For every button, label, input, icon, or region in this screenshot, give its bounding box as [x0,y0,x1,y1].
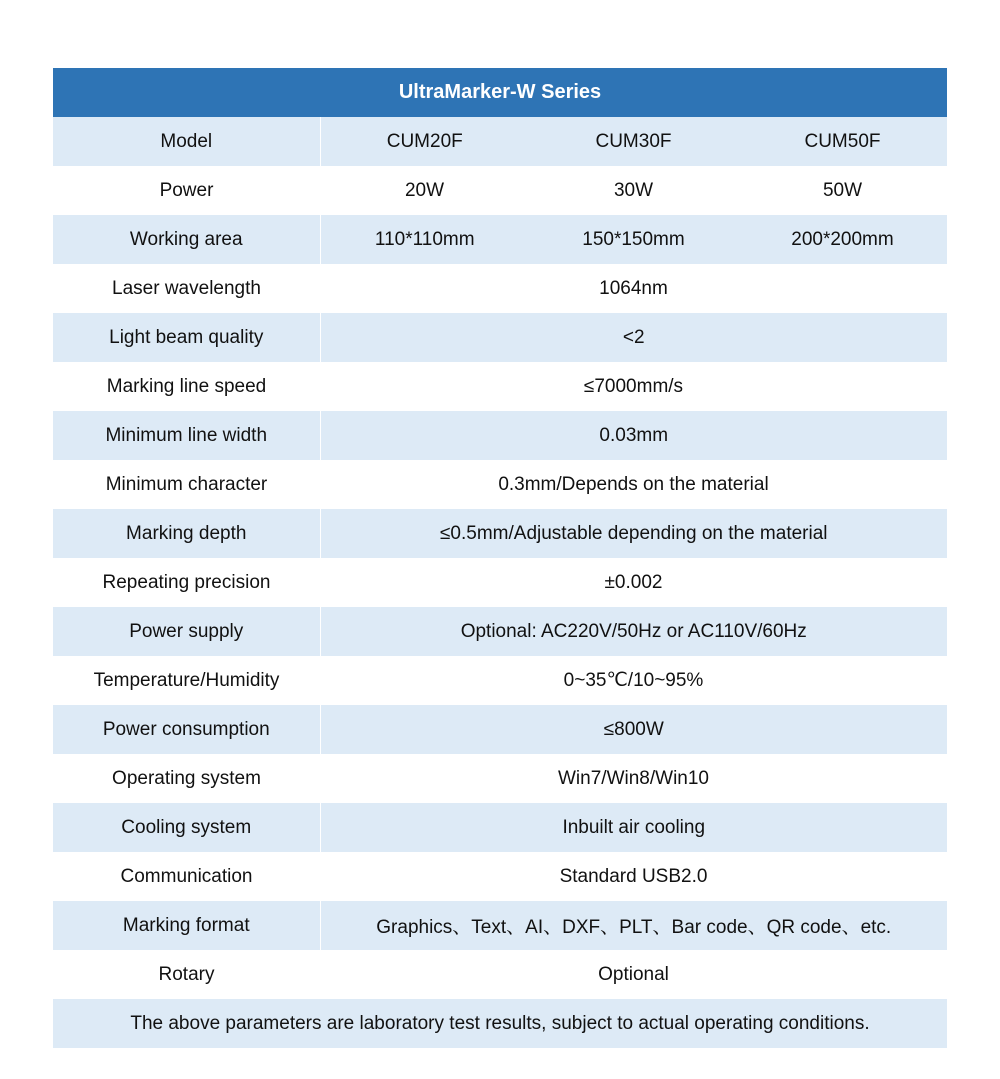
table-row [53,460,947,509]
row-label: Laser wavelength [53,264,320,313]
table-row [53,656,947,705]
table-row [53,509,947,558]
spec-table [53,68,947,1048]
row-value: ≤800W [320,705,947,754]
row-value: Win7/Win8/Win10 [320,754,947,803]
row-value: 0~35℃/10~95% [320,656,947,705]
row-label-working-area: Working area [53,215,320,264]
row-value: <2 [320,313,947,362]
row-label-model: Model [53,117,320,166]
row-label: Temperature/Humidity [53,656,320,705]
model-row [53,117,947,166]
table-row [53,705,947,754]
row-label: Marking depth [53,509,320,558]
table-row [53,411,947,460]
row-label: Marking format [53,901,320,950]
row-label: Minimum character [53,460,320,509]
table-row [53,950,947,999]
row-label: Cooling system [53,803,320,852]
row-value: Graphics、Text、AI、DXF、PLT、Bar code、QR code、etc. [320,901,947,950]
row-label: Rotary [53,950,320,999]
working-area-value-3: 200*200mm [738,215,947,264]
power-value-3: 50W [738,166,947,215]
row-value: 0.3mm/Depends on the material [320,460,947,509]
row-value: Optional: AC220V/50Hz or AC110V/60Hz [320,607,947,656]
row-label: Operating system [53,754,320,803]
title-row [53,68,947,117]
row-label: Power supply [53,607,320,656]
footnote-row [53,999,947,1048]
row-label: Repeating precision [53,558,320,607]
table-row [53,362,947,411]
table-row [53,264,947,313]
row-label: Light beam quality [53,313,320,362]
row-value: ±0.002 [320,558,947,607]
row-label: Communication [53,852,320,901]
footnote: The above parameters are laboratory test results, subject to actual operating conditions. [53,999,947,1048]
row-label: Marking line speed [53,362,320,411]
row-value: ≤0.5mm/Adjustable depending on the material [320,509,947,558]
table-row [53,803,947,852]
working-area-value-2: 150*150mm [529,215,738,264]
table-row [53,558,947,607]
row-value: Standard USB2.0 [320,852,947,901]
power-value-2: 30W [529,166,738,215]
row-value: 0.03mm [320,411,947,460]
working-area-row [53,215,947,264]
row-value: 1064nm [320,264,947,313]
model-cum30f: CUM30F [529,117,738,166]
row-label-power: Power [53,166,320,215]
row-label: Minimum line width [53,411,320,460]
power-value-1: 20W [320,166,529,215]
row-label: Power consumption [53,705,320,754]
table-row [53,901,947,950]
row-value: ≤7000mm/s [320,362,947,411]
row-value: Inbuilt air cooling [320,803,947,852]
row-value: Optional [320,950,947,999]
model-cum20f: CUM20F [320,117,529,166]
table-row [53,754,947,803]
power-row [53,166,947,215]
table-row [53,852,947,901]
table-row [53,313,947,362]
working-area-value-1: 110*110mm [320,215,529,264]
table-row [53,607,947,656]
model-cum50f: CUM50F [738,117,947,166]
table-title: UltraMarker-W Series [53,68,947,117]
